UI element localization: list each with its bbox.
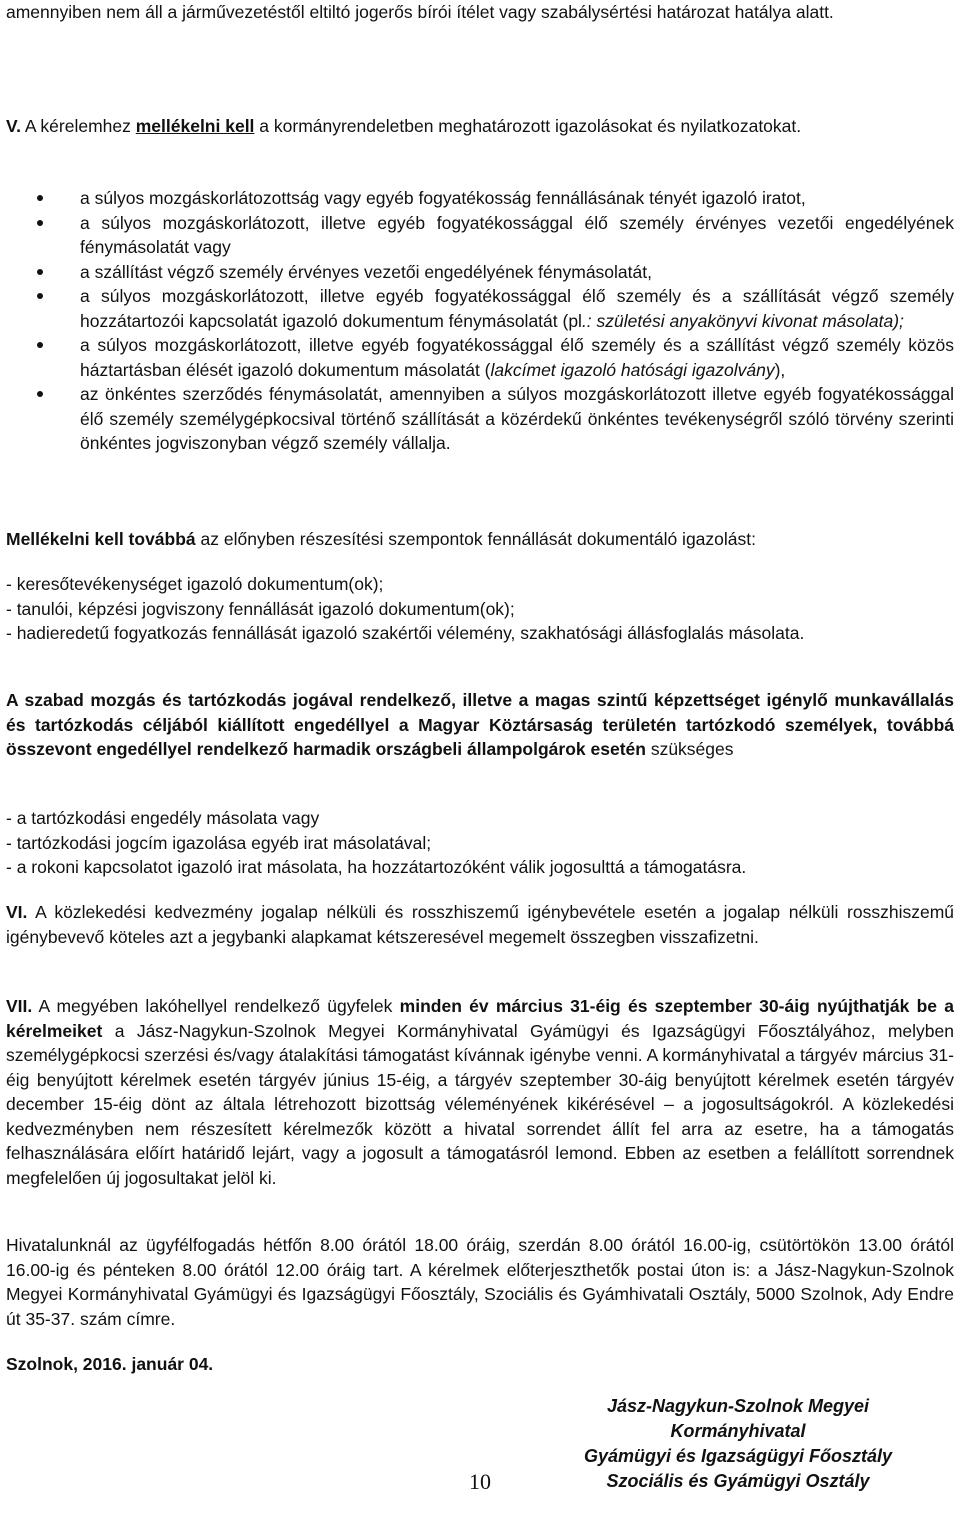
list-item: - tartózkodási jogcím igazolása egyéb irat másolatával; (6, 832, 432, 853)
dash-list-1 (6, 572, 954, 646)
section-vii-text-1: A megyében lakóhellyel rendelkező ügyfelek (32, 996, 400, 1016)
bullet-icon (37, 293, 43, 299)
bullet-icon (37, 269, 43, 275)
free-movement-bold: A szabad mozgás és tartózkodás jogával rendelkező, illetve a magas szintű képzettséget igénylő munkavállalás és tartózkodás céljából kiállított engedéllyel a Magyar Köztársaság területén tartózkodó személyek, továbbá összevont engedéllyel rendelkező harmadik országbeli állampolgárok esetén (6, 690, 954, 759)
free-movement-text: szükséges (645, 739, 734, 759)
top-paragraph: amennyiben nem áll a járművezetéstől eltiltó jogerős bírói ítélet vagy szabálysértési határozat hatálya alatt. (6, 2, 834, 22)
list-item-text: a súlyos mozgáskorlátozottság vagy egyéb fogyatékosság fennállásának tényét igazoló iratot, (80, 188, 806, 208)
preference-bold: Mellékelni kell továbbá (6, 529, 196, 549)
signature-line: Gyámügyi és Igazságügyi Főosztály (583, 1446, 893, 1466)
section-vi-number: VI. (6, 902, 28, 922)
section-vi-text: A közlekedési kedvezmény jogalap nélküli és rosszhiszemű igénybevétele esetén a jogalap nélküli rosszhiszemű igénybevevő köteles azt a jegybanki alapkamat kétszeresével megemelt összegben visszafizetni. (6, 902, 954, 947)
bullet-icon (37, 391, 43, 397)
signature-line: Kormányhivatal (670, 1421, 806, 1441)
list-item-text: a súlyos mozgáskorlátozott, illetve egyéb fogyatékossággal élő személy érvényes vezetői engedélyének fénymásolatát vagy (80, 212, 954, 257)
list-item (6, 260, 954, 285)
list-item-text: a szállítást végző személy érvényes vezetői engedélyének fénymásolatát, (80, 261, 652, 282)
section-v-number: V. (6, 116, 21, 136)
list-item-text-end: ), (774, 359, 786, 380)
list-item-italic: .: születési anyakönyvi kivonat másolata); (581, 310, 904, 331)
signature-line: Szociális és Gyámügyi Osztály (606, 1471, 870, 1491)
dash-list-2 (6, 806, 954, 880)
list-item: - keresőtevékenységet igazoló dokumentum(ok); (6, 574, 384, 594)
section-vi-paragraph (6, 900, 954, 949)
list-item (6, 382, 954, 456)
section-v-text-1: A kérelemhez (20, 116, 136, 136)
bullet-icon (37, 195, 43, 201)
bullet-icon (37, 220, 43, 226)
section-vii-text-2: a Jász-Nagykun-Szolnok Megyei Kormányhivatal Gyámügyi és Igazságügyi Főosztályához, melyben személygépkocsi szerzési és/vagy átalakítási támogatást kívánnak igénybe venni. A kormányhivatal a tárgyév március 31-éig benyújtott kérelmek esetén tárgyév június 15-éig, a tárgyév szeptember 30-áig benyújtott kérelmek esetén tárgyév december 15-éig dönt az általa létrehozott bizottság véleményének kikérésével – a jogosultságokról. A közlekedési kedvezményben nem részesített kérelmezők között a hivatal sorrendet állít fel arra az esetre, ha a támogatás felhasználására előírt határidő lejárt, vagy a jogosult a támogatásról lemond. Ebben az esetben a felállított sorrendnek megfelelően új jogosultakat jelöl ki. (6, 1020, 954, 1188)
list-item: - a rokoni kapcsolatot igazoló irat másolata, ha hozzátartozóként válik jogosulttá a támogatásra. (6, 857, 747, 877)
signature-line: Jász-Nagykun-Szolnok Megyei (606, 1396, 870, 1416)
date-line: Szolnok, 2016. január 04. (6, 1354, 214, 1374)
bullet-icon (37, 342, 43, 348)
section-vii-number: VII. (6, 996, 33, 1016)
list-item-text: a súlyos mozgáskorlátozott, illetve egyéb fogyatékossággal élő személy és a szállítását végző személy hozzátartozói kapcsolatát igazoló dokumentum fénymásolatát (pl (80, 286, 954, 331)
list-item: - a tartózkodási engedély másolata vagy (6, 808, 320, 828)
preference-text: az előnyben részesítési szempontok fennállását dokumentáló igazolást: (195, 529, 756, 549)
section-v-emphasis: mellékelni kell (135, 116, 255, 136)
section-vii-deadline: minden év március 31-éig és szeptember 30-áig nyújthatják be a kérelmeiket (6, 996, 954, 1041)
list-item: - tanulói, képzési jogviszony fennállását igazoló dokumentum(ok); (6, 598, 515, 619)
section-vii-paragraph (6, 994, 954, 1190)
page-number: 10 (469, 1469, 491, 1494)
list-item-italic: lakcímet igazoló hatósági igazolvány (490, 359, 775, 380)
list-item (6, 186, 954, 211)
office-hours-paragraph: Hivatalunknál az ügyfélfogadás hétfőn 8.00 órától 18.00 óráig, szerdán 8.00 órától 16.00-ig, csütörtökön 13.00 órától 16.00-ig és pénteken 8.00 órától 12.00 óráig tart. A kérelmek előterjeszthetők postai úton is: a Jász-Nagykun-Szolnok Megyei Kormányhivatal Gyámügyi és Igazságügyi Főosztály, Szociális és Gyámhivatali Osztály, 5000 Szolnok, Ady Endre út 35-37. szám címre. (6, 1235, 954, 1329)
section-v-paragraph (6, 114, 954, 139)
list-item (6, 284, 954, 333)
list-item: - hadieredetű fogyatkozás fennállását igazoló szakértői vélemény, szakhatósági állásfoglalás másolata. (6, 623, 805, 643)
list-item (6, 333, 954, 382)
attachments-bullet-list (6, 186, 954, 456)
list-item-text: az önkéntes szerződés fénymásolatát, amennyiben a súlyos mozgáskorlátozott illetve egyéb fogyatékossággal élő személy személygépkocsival történő szállítását a közérdekű önkéntes tevékenységről szóló törvény szerinti önkéntes jogviszonyban végző személy vállalja. (80, 384, 954, 453)
list-item-text: a súlyos mozgáskorlátozott, illetve egyéb fogyatékossággal élő személy és a szállítást végző személy közös háztartásban élését igazoló dokumentum másolatát ( (80, 335, 954, 380)
free-movement-paragraph (6, 688, 954, 762)
preference-paragraph (6, 527, 954, 552)
section-v-text-2: a kormányrendeletben meghatározott igazolásokat és nyilatkozatokat. (254, 116, 802, 136)
list-item (6, 211, 954, 260)
